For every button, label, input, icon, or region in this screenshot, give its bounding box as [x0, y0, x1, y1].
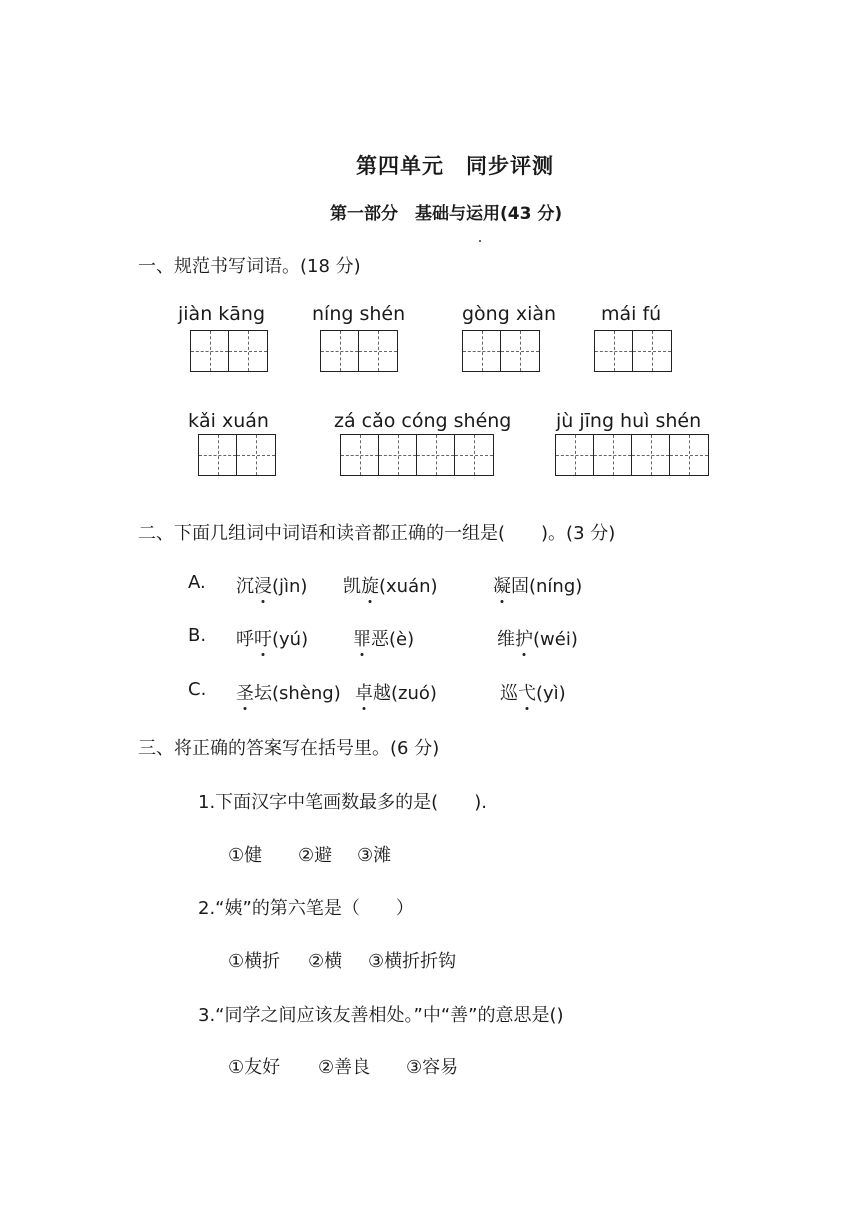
- writing-grid[interactable]: [198, 434, 276, 476]
- pinyin-label: kǎi xuán: [188, 410, 269, 432]
- pinyin-label: gòng xiàn: [462, 303, 557, 325]
- pinyin-label: jù jīng huì shén: [556, 410, 702, 432]
- answer-choice: ①友好: [228, 1057, 281, 1078]
- option-item: 卓越(zuó): [355, 679, 437, 705]
- page-subtitle: 第一部分 基础与运用(43 分): [330, 204, 563, 224]
- section-1-heading: 一、规范书写词语。(18 分): [138, 256, 361, 277]
- page-title: 第四单元 同步评测: [356, 154, 554, 178]
- answer-choice: ③容易: [406, 1057, 459, 1078]
- pinyin-label: jiàn kāng: [178, 303, 266, 325]
- answer-choice: ③滩: [357, 845, 392, 866]
- option-item: 罪恶(è): [353, 625, 414, 651]
- option-item: 凯旋(xuán): [343, 572, 438, 598]
- question-text: 3.“同学之间应该友善相处。”中“善”的意思是(): [198, 1005, 564, 1026]
- section-2-heading: 二、下面几组词中词语和读音都正确的一组是( )。(3 分): [138, 523, 616, 544]
- stray-dot: [479, 240, 481, 242]
- writing-grid[interactable]: [340, 434, 494, 476]
- option-item: 呼吁(yú): [236, 625, 308, 651]
- answer-choice: ①健: [228, 845, 263, 866]
- option-letter: A.: [188, 572, 206, 593]
- answer-choice: ②避: [298, 845, 333, 866]
- option-item: 维护(wéi): [497, 625, 578, 651]
- section-3-heading: 三、将正确的答案写在括号里。(6 分): [138, 738, 440, 759]
- answer-choice: ③横折折钩: [368, 951, 457, 972]
- pinyin-label: mái fú: [601, 303, 662, 325]
- option-letter: C.: [188, 679, 207, 700]
- option-item: 圣坛(shèng): [236, 679, 341, 705]
- writing-grid[interactable]: [320, 330, 398, 372]
- answer-choice: ②善良: [318, 1057, 371, 1078]
- question-text: 1.下面汉字中笔画数最多的是( ).: [198, 792, 487, 813]
- pinyin-label: zá cǎo cóng shéng: [334, 410, 512, 432]
- question-text: 2.“姨”的第六笔是（ ）: [198, 898, 414, 919]
- writing-grid[interactable]: [462, 330, 540, 372]
- option-item: 巡弋(yì): [500, 679, 566, 705]
- writing-grid[interactable]: [594, 330, 672, 372]
- answer-choice: ①横折: [228, 951, 281, 972]
- writing-grid[interactable]: [555, 434, 709, 476]
- writing-grid[interactable]: [190, 330, 268, 372]
- answer-choice: ②横: [308, 951, 343, 972]
- pinyin-label: níng shén: [312, 303, 406, 325]
- option-item: 凝固(níng): [493, 572, 582, 598]
- option-item: 沉浸(jìn): [236, 572, 307, 598]
- option-letter: B.: [188, 625, 207, 646]
